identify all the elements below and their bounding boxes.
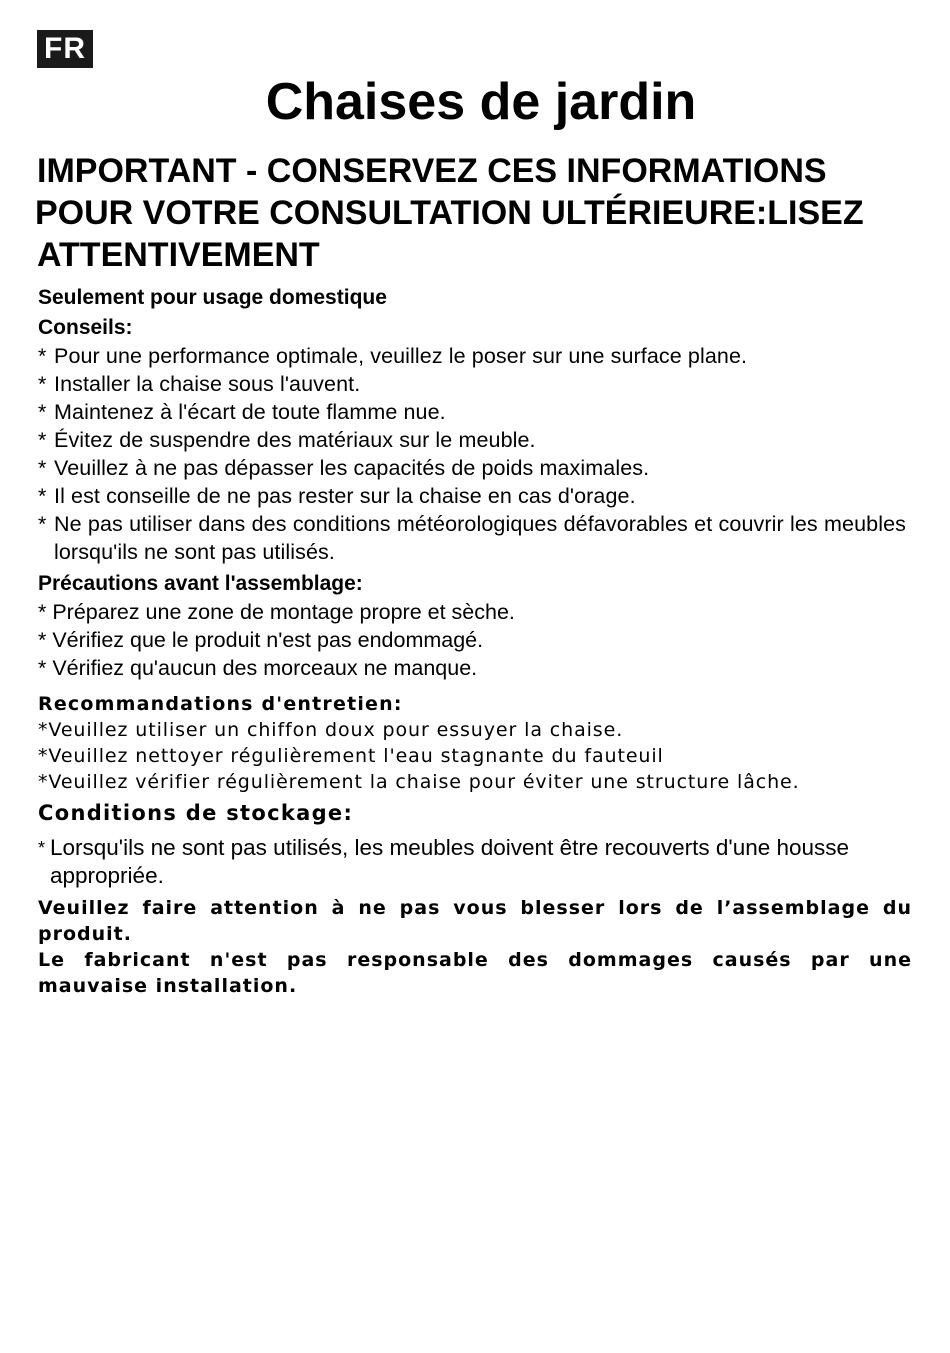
stockage-section	[38, 798, 898, 890]
list-item: * Vérifiez que le produit n'est pas endommagé.	[38, 628, 484, 652]
language-badge: FR	[37, 30, 93, 68]
list-item-text: Maintenez à l'écart de toute flamme nue.	[54, 400, 446, 424]
asterisk-bullet: *	[38, 456, 47, 480]
asterisk-bullet: *	[38, 484, 47, 508]
stockage-text-content: Lorsqu'ils ne sont pas utilisés, les meubles doivent être recouverts d'une housse appropriée.	[50, 835, 850, 888]
conseils-heading: Conseils:	[38, 316, 133, 339]
list-item: *Veuillez utiliser un chiffon doux pour essuyer la chaise.	[38, 719, 624, 741]
liability-disclaimer: Le fabricant n'est pas responsable des dommages causés par une mauvaise installation.	[38, 949, 912, 997]
asterisk-bullet: *	[38, 512, 47, 536]
list-item	[38, 370, 906, 398]
list-item	[38, 342, 906, 370]
important-notice	[37, 150, 927, 276]
list-item	[38, 454, 906, 482]
list-item-text: Installer la chaise sous l'auvent.	[54, 372, 361, 396]
list-item	[38, 510, 906, 566]
entretien-heading: Recommandations d'entretien:	[38, 693, 403, 715]
list-item	[38, 426, 906, 454]
entretien-section	[38, 692, 918, 795]
list-item	[38, 398, 906, 426]
asterisk-bullet: *	[38, 400, 47, 424]
asterisk-bullet: *	[38, 428, 47, 452]
asterisk-bullet: *	[38, 372, 47, 396]
asterisk-bullet: *	[38, 838, 46, 858]
list-item-text: Ne pas utiliser dans des conditions météorologiques défavorables et couvrir les meubles lorsqu'ils ne sont pas utilisés.	[54, 512, 906, 564]
precautions-heading: Précautions avant l'assemblage:	[38, 572, 363, 595]
list-item	[38, 482, 906, 510]
conseils-section	[38, 314, 906, 566]
conseils-list	[38, 342, 906, 566]
assembly-warning: Veuillez faire attention à ne pas vous blesser lors de l’assemblage du produit.	[38, 897, 912, 945]
list-item-text: Évitez de suspendre des matériaux sur le meuble.	[54, 428, 536, 452]
asterisk-bullet: *	[38, 344, 47, 368]
list-item: * Préparez une zone de montage propre et sèche.	[38, 600, 515, 624]
stockage-text	[38, 834, 898, 890]
list-item: * Vérifiez qu'aucun des morceaux ne manque.	[38, 656, 478, 680]
precautions-section	[38, 570, 906, 682]
entretien-list	[38, 717, 918, 795]
important-line-1: IMPORTANT - CONSERVEZ CES INFORMATIONS	[37, 152, 827, 190]
important-line-2: POUR VOTRE CONSULTATION ULTÉRIEURE:LISEZ	[35, 194, 864, 232]
list-item-text: Pour une performance optimale, veuillez le poser sur une surface plane.	[54, 344, 748, 368]
usage-note: Seulement pour usage domestique	[38, 286, 387, 309]
page-title: Chaises de jardin	[265, 73, 697, 131]
list-item: *Veuillez vérifier régulièrement la chaise pour éviter une structure lâche.	[38, 771, 800, 793]
stockage-heading: Conditions de stockage:	[38, 801, 354, 825]
important-line-3: ATTENTIVEMENT	[37, 236, 320, 274]
warnings-section	[38, 895, 912, 999]
precautions-list	[38, 598, 906, 682]
list-item: *Veuillez nettoyer régulièrement l'eau stagnante du fauteuil	[38, 745, 664, 767]
list-item-text: Veuillez à ne pas dépasser les capacités de poids maximales.	[54, 456, 650, 480]
list-item-text: Il est conseille de ne pas rester sur la chaise en cas d'orage.	[54, 484, 636, 508]
